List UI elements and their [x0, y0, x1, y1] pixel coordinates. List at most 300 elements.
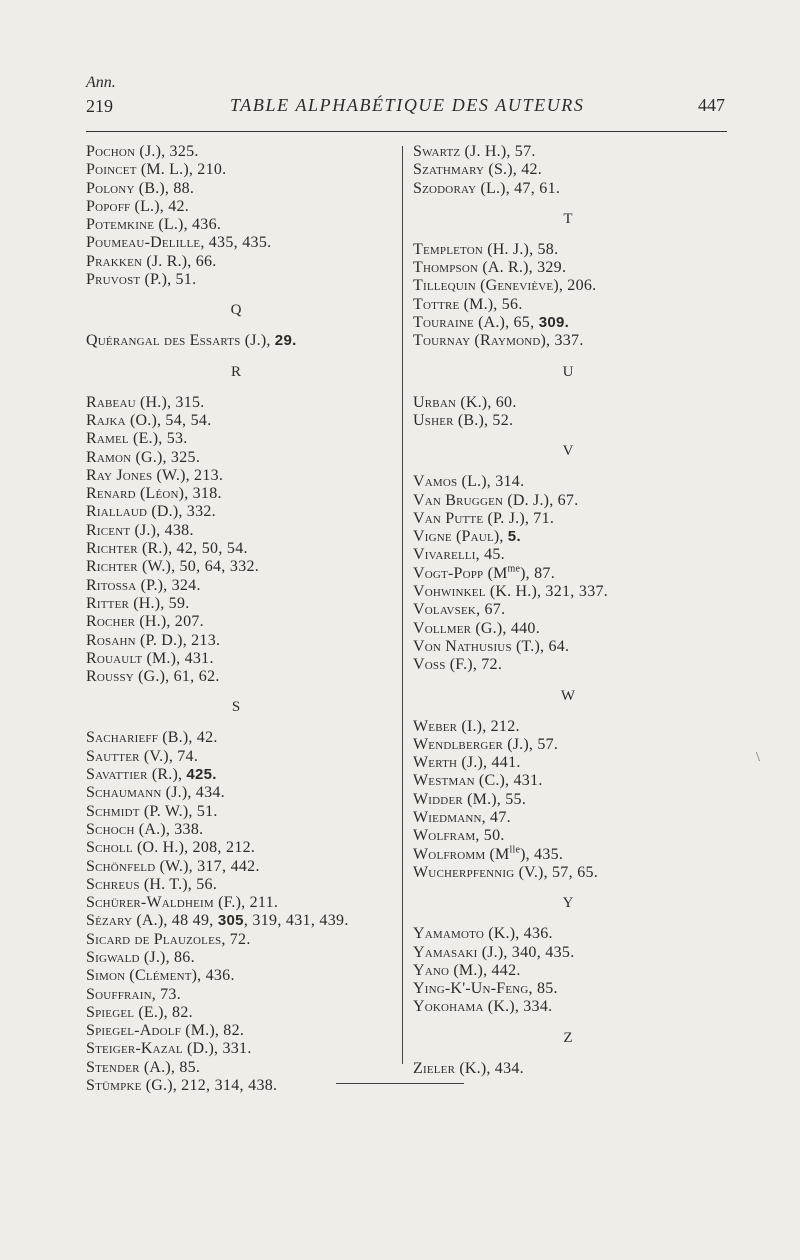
author-name: Touraine — [413, 314, 474, 332]
page-refs: 71. — [533, 509, 555, 527]
author-initials: (Raymond), — [470, 332, 555, 350]
index-entry — [86, 1059, 386, 1077]
page-refs: 72. — [481, 656, 503, 674]
index-entry — [86, 234, 386, 252]
page-refs: 42. — [196, 729, 218, 747]
page-refs: 318. — [192, 485, 222, 503]
author-name: Swartz — [413, 143, 461, 160]
index-entry — [86, 729, 386, 747]
section-letter: U — [562, 363, 574, 380]
author-initials: (L.), — [130, 197, 169, 215]
author-name: Quérangal des Essarts — [86, 332, 241, 350]
index-entry — [86, 271, 386, 289]
author-name: Simon — [86, 967, 126, 985]
author-name: Tillequin — [413, 277, 476, 295]
author-initials: (A.), — [134, 820, 175, 838]
page-refs: 73. — [160, 985, 182, 1003]
page-refs: 57. — [537, 735, 559, 753]
author-initials: (A.), — [132, 912, 172, 930]
index-entry — [413, 259, 723, 277]
author-name: Schmidt — [86, 802, 140, 820]
index-entry — [413, 161, 723, 179]
index-entry — [86, 467, 386, 485]
author-name: Popoff — [86, 197, 131, 215]
page-refs: 42. — [168, 197, 190, 215]
author-name: Rocher — [86, 613, 136, 631]
index-entry — [86, 595, 386, 613]
author-initials: (M — [485, 845, 510, 863]
index-entry — [86, 967, 386, 985]
folio-number: 219 — [86, 96, 113, 116]
author-initials: (V.), — [139, 747, 178, 765]
section-letter: W — [560, 687, 576, 704]
page-refs: 51. — [175, 271, 197, 289]
page-refs: 315. — [175, 393, 205, 411]
author-name: Poumeau-Delille — [86, 234, 201, 252]
page-refs-after: , 319, 431, 439. — [243, 912, 349, 930]
author-name: Vohwinkel — [413, 583, 486, 601]
author-initials: (J.), — [477, 943, 512, 961]
page-ref-bold: 309. — [538, 314, 570, 332]
author-initials: (H. J.), — [483, 240, 538, 258]
index-entry — [86, 839, 386, 857]
author-name: Tottre — [413, 295, 460, 313]
author-initials: (K. H.), — [485, 583, 546, 601]
author-name: Templeton — [413, 240, 484, 258]
page-refs: 58. — [537, 240, 559, 258]
author-name: Stümpke — [86, 1077, 142, 1095]
page-refs: 72. — [229, 930, 251, 948]
author-initials: (K.), — [455, 1059, 495, 1077]
author-name: Poincet — [86, 161, 137, 179]
page-refs: 67. — [557, 491, 579, 509]
page-refs: 60. — [495, 393, 517, 411]
author-initials: , — [528, 980, 537, 998]
author-initials-end: ), — [520, 564, 535, 582]
author-initials: (P.), — [140, 271, 176, 289]
page-refs: 337. — [554, 332, 584, 350]
author-name: Ramon — [86, 448, 132, 466]
page-refs: 206. — [567, 277, 597, 295]
author-initials: (B.), — [134, 179, 174, 197]
author-name: Stender — [86, 1058, 140, 1076]
page-refs: 55. — [505, 790, 527, 808]
author-name: Potemkine — [86, 216, 155, 234]
index-entry — [413, 809, 723, 827]
author-initials: (I.), — [457, 717, 491, 735]
author-initials: , — [481, 809, 491, 827]
author-initials: (A.), — [139, 1058, 180, 1076]
section-letter: V — [562, 443, 574, 460]
page-refs: 85. — [536, 980, 558, 998]
author-initials: , — [200, 234, 209, 252]
author-name: Riallaud — [86, 503, 148, 521]
page-refs: 42, 50, 54. — [176, 540, 248, 558]
index-entry — [86, 784, 386, 802]
author-name: Sicard de Plauzoles — [86, 930, 222, 948]
author-name: Yokohama — [413, 998, 484, 1016]
author-initials: (M.), — [462, 790, 506, 808]
index-entry — [86, 449, 386, 467]
author-initials: (B.), — [453, 411, 493, 429]
author-initials: (L.), — [457, 473, 496, 491]
page-refs: 52. — [492, 411, 514, 429]
page-refs: 212, 314, 438. — [181, 1077, 278, 1095]
page-ref-bold: 29. — [274, 332, 297, 350]
page-refs: 211. — [249, 894, 279, 912]
index-entry — [86, 949, 386, 967]
index-entry — [413, 314, 723, 332]
index-entry — [413, 998, 723, 1016]
author-initials: , — [151, 985, 161, 1003]
index-entry — [413, 583, 723, 601]
author-name: Tournay — [413, 332, 471, 350]
author-initials: (J. R.), — [142, 252, 196, 270]
index-entry — [413, 601, 723, 619]
page-refs: 57. — [514, 143, 536, 160]
page-refs: 325. — [169, 143, 199, 160]
page-refs: 434. — [195, 784, 225, 802]
index-entry — [86, 650, 386, 668]
right-column — [413, 143, 723, 1078]
page-refs: 56. — [501, 295, 523, 313]
author-name: Yamamoto — [413, 925, 485, 943]
index-entry — [413, 473, 723, 491]
section-letter: T — [563, 210, 573, 227]
header-rule — [86, 131, 727, 132]
section-letter: Y — [562, 895, 574, 912]
page-refs: 67. — [484, 601, 506, 619]
index-entry — [86, 216, 386, 234]
index-entry — [86, 894, 386, 912]
index-entry — [413, 827, 723, 845]
page-refs: 56. — [196, 875, 218, 893]
page-refs: 435, 435. — [208, 234, 272, 252]
author-name: Spiegel — [86, 1003, 135, 1021]
author-initials: (J. H.), — [460, 143, 515, 160]
author-initials: (R.), — [147, 766, 187, 784]
page-refs: 82. — [223, 1022, 245, 1040]
author-initials: (D. J.), — [503, 491, 558, 509]
author-name: Savattier — [86, 766, 148, 784]
index-entry — [413, 180, 723, 198]
section-letter: S — [231, 699, 241, 716]
page-ref-bold: 305 — [217, 912, 244, 930]
page-refs: 207. — [174, 613, 204, 631]
author-initials: (J.), — [503, 735, 538, 753]
author-name: Thompson — [413, 259, 479, 277]
index-entry — [86, 577, 386, 595]
page-refs: 54, 54. — [165, 411, 212, 429]
page-refs: 340, 435. — [511, 943, 575, 961]
author-initials: (M. L.), — [136, 161, 198, 179]
page-refs: 74. — [177, 747, 199, 765]
annotation-ann: Ann. — [86, 74, 116, 91]
author-name: Richter — [86, 540, 138, 558]
author-initials: (Geneviève), — [475, 277, 568, 295]
index-entry — [413, 143, 723, 161]
index-entry — [86, 522, 386, 540]
author-name: Ying-K'-Un-Feng — [413, 980, 529, 998]
index-entry — [86, 858, 386, 876]
page-refs: 436. — [523, 925, 553, 943]
index-entry — [413, 546, 723, 564]
index-entry — [413, 980, 723, 998]
page-refs: 325. — [170, 448, 201, 466]
page-refs: 334. — [523, 998, 553, 1016]
index-entry — [86, 412, 386, 430]
author-initials-end: ), — [520, 845, 535, 863]
author-name: Urban — [413, 393, 457, 411]
author-initials: (H.), — [135, 613, 175, 631]
index-entry — [413, 412, 723, 430]
author-initials: (Léon), — [135, 485, 193, 503]
index-entry — [413, 492, 723, 510]
author-initials: (M.), — [459, 295, 502, 313]
author-initials: (H.), — [135, 393, 176, 411]
page-refs: 442. — [491, 961, 521, 979]
page-refs: 431. — [513, 772, 543, 790]
author-name: Ramel — [86, 430, 129, 448]
page-refs: 434. — [494, 1059, 524, 1077]
author-name: Volavsek — [413, 601, 477, 619]
author-initials: (J.), — [161, 784, 196, 802]
page-refs: 436. — [205, 967, 235, 985]
author-initials: (L.), — [476, 179, 515, 197]
author-initials: (J.), — [139, 948, 174, 966]
author-name: Ritter — [86, 594, 130, 612]
author-name: Van Bruggen — [413, 491, 504, 509]
index-entry — [86, 1022, 386, 1040]
author-initials: (R.), — [137, 540, 177, 558]
author-name: Voss — [413, 656, 446, 674]
author-initials: (P. D.), — [135, 631, 192, 649]
page-refs: 57, 65. — [552, 863, 599, 881]
author-name: Sautter — [86, 747, 140, 765]
index-entry — [86, 931, 386, 949]
author-initials: (T.), — [511, 637, 549, 655]
left-column — [86, 143, 386, 1095]
author-name: Yamasaki — [413, 943, 478, 961]
page-refs: 53. — [166, 430, 188, 448]
index-entry — [413, 754, 723, 772]
author-initials: (S.), — [484, 161, 522, 179]
page-refs: 87. — [534, 564, 555, 582]
author-initials: (D.), — [147, 503, 187, 521]
section-letter: R — [230, 363, 241, 380]
author-name: Sacharieff — [86, 729, 159, 747]
author-initials: (M — [483, 564, 508, 582]
author-name: Polony — [86, 179, 135, 197]
index-entry — [86, 668, 386, 686]
author-name: Steiger-Kazal — [86, 1040, 183, 1058]
author-name: Sézary — [86, 912, 133, 930]
index-entry — [86, 180, 386, 198]
author-name: Schaumann — [86, 784, 162, 802]
author-initials: (A. R.), — [478, 259, 538, 277]
author-name: Rosahn — [86, 631, 136, 649]
author-name: Szodoray — [413, 179, 477, 197]
author-initials: (J.), — [457, 754, 492, 772]
author-name: Vollmer — [413, 619, 472, 637]
author-name: Von Nathusius — [413, 637, 512, 655]
author-initials: , — [221, 930, 230, 948]
author-name: Ray Jones — [86, 466, 153, 484]
index-entry — [413, 925, 723, 943]
page-refs: 85. — [179, 1058, 201, 1076]
author-initials: (W.), — [155, 857, 198, 875]
author-name: Rabeau — [86, 393, 136, 411]
index-entry — [86, 1077, 386, 1095]
page-refs: 88. — [173, 179, 195, 197]
author-name: Szathmary — [413, 161, 485, 179]
page-refs: 332. — [186, 503, 216, 521]
author-name: Westman — [413, 772, 475, 790]
index-entry — [86, 766, 386, 784]
author-initials: (K.), — [484, 925, 524, 943]
page-refs: 436. — [191, 216, 222, 234]
index-entry — [86, 198, 386, 216]
index-entry — [86, 912, 386, 930]
index-entry — [413, 620, 723, 638]
index-entry — [413, 962, 723, 980]
page-ref-bold: 5. — [507, 528, 521, 546]
index-entry — [86, 986, 386, 1004]
index-entry — [86, 558, 386, 576]
index-entry — [86, 613, 386, 631]
index-entry — [86, 1040, 386, 1058]
author-name: Rouault — [86, 649, 143, 667]
page-refs: 431. — [184, 649, 214, 667]
author-name: Ricent — [86, 521, 131, 539]
page-refs: 321, 337. — [545, 583, 609, 601]
author-initials: (J.), — [130, 521, 165, 539]
author-name: Zieler — [413, 1059, 456, 1077]
index-entry — [413, 791, 723, 809]
index-entry — [413, 736, 723, 754]
author-initials: (G.), — [133, 668, 174, 686]
index-entry — [86, 253, 386, 271]
author-initials: (V.), — [514, 863, 552, 881]
author-initials: (E.), — [128, 430, 167, 448]
index-entry — [413, 565, 723, 583]
page-refs: 213. — [191, 631, 221, 649]
author-initials: (M.), — [181, 1022, 224, 1040]
author-initials: (O. H.), — [132, 839, 193, 857]
author-name: Vamos — [413, 473, 458, 491]
page-refs: 438. — [164, 521, 194, 539]
index-entry — [413, 510, 723, 528]
author-name: Wiedmann — [413, 809, 482, 827]
author-initials: (H.), — [129, 594, 169, 612]
author-initials: (W.), — [137, 558, 180, 576]
author-initials: (G.), — [471, 619, 511, 637]
author-name: Sigwald — [86, 948, 140, 966]
page-number: 447 — [698, 95, 725, 115]
page-refs: 208, 212. — [192, 839, 256, 857]
page-ref-bold: 425. — [186, 766, 217, 784]
page-refs: 51. — [196, 802, 218, 820]
author-initials: (W.), — [152, 466, 195, 484]
index-entry — [86, 143, 386, 161]
author-name: Pochon — [86, 143, 136, 160]
section-letter: Z — [563, 1029, 573, 1046]
author-name: Widder — [413, 790, 463, 808]
author-name: Wendlberger — [413, 735, 504, 753]
index-entry — [413, 718, 723, 736]
index-entry — [86, 503, 386, 521]
bottom-rule — [336, 1083, 464, 1084]
index-entry — [86, 485, 386, 503]
author-initials: (J.), — [240, 332, 275, 350]
author-name: Renard — [86, 485, 136, 503]
author-name: Ritossa — [86, 576, 137, 594]
page-refs: 47, 61. — [514, 179, 561, 197]
author-initials: (F.), — [213, 894, 250, 912]
author-initials: (M.), — [142, 649, 185, 667]
page-refs: 50. — [483, 827, 505, 845]
index-entry — [413, 944, 723, 962]
author-name: Vogt-Popp — [413, 564, 484, 582]
author-name: Roussy — [86, 668, 134, 686]
author-name: Van Putte — [413, 509, 484, 527]
page-refs: 82. — [172, 1003, 193, 1021]
page-refs: 64. — [548, 637, 570, 655]
author-initials: (K.), — [483, 998, 524, 1016]
index-entry — [413, 846, 723, 864]
page-title: TABLE ALPHABÉTIQUE DES AUTEURS — [230, 95, 585, 115]
index-entry — [86, 430, 386, 448]
author-name: Schürer-Waldheim — [86, 894, 214, 912]
page-refs: 435. — [534, 845, 564, 863]
page-refs: 324. — [171, 576, 201, 594]
page-refs: 441. — [491, 754, 521, 772]
author-initials: (F.), — [445, 656, 482, 674]
author-name: Pruvost — [86, 271, 141, 289]
page-refs: 48 49, — [171, 912, 218, 930]
author-name: Wucherpfennig — [413, 863, 515, 881]
page-refs: 65, — [513, 314, 539, 332]
page-refs: 314. — [495, 473, 525, 491]
author-initials: (C.), — [474, 772, 514, 790]
index-entry — [413, 241, 723, 259]
author-name: Souffrain — [86, 985, 152, 1003]
section-letter: Q — [230, 302, 242, 319]
author-name: Schönfeld — [86, 857, 156, 875]
author-name: Wolfromm — [413, 845, 486, 863]
page-refs: 329. — [537, 259, 567, 277]
author-name: Scholl — [86, 839, 133, 857]
author-initials: (J.), — [135, 143, 170, 160]
page-refs: 42. — [521, 161, 543, 179]
index-entry — [413, 296, 723, 314]
author-name: Rajka — [86, 411, 126, 429]
index-entry — [86, 821, 386, 839]
page-refs: 440. — [510, 619, 541, 637]
index-entry — [413, 772, 723, 790]
index-entry — [413, 528, 723, 546]
author-initials: (O.), — [125, 411, 166, 429]
author-name: Weber — [413, 717, 458, 735]
author-initials: (E.), — [134, 1003, 173, 1021]
index-entry — [413, 656, 723, 674]
index-entry — [86, 161, 386, 179]
column-divider — [402, 146, 403, 1064]
author-initials: (L.), — [154, 216, 192, 234]
page-refs: 213. — [194, 466, 224, 484]
author-name: Spiegel-Adolf — [86, 1022, 181, 1040]
index-entry — [413, 1060, 723, 1078]
